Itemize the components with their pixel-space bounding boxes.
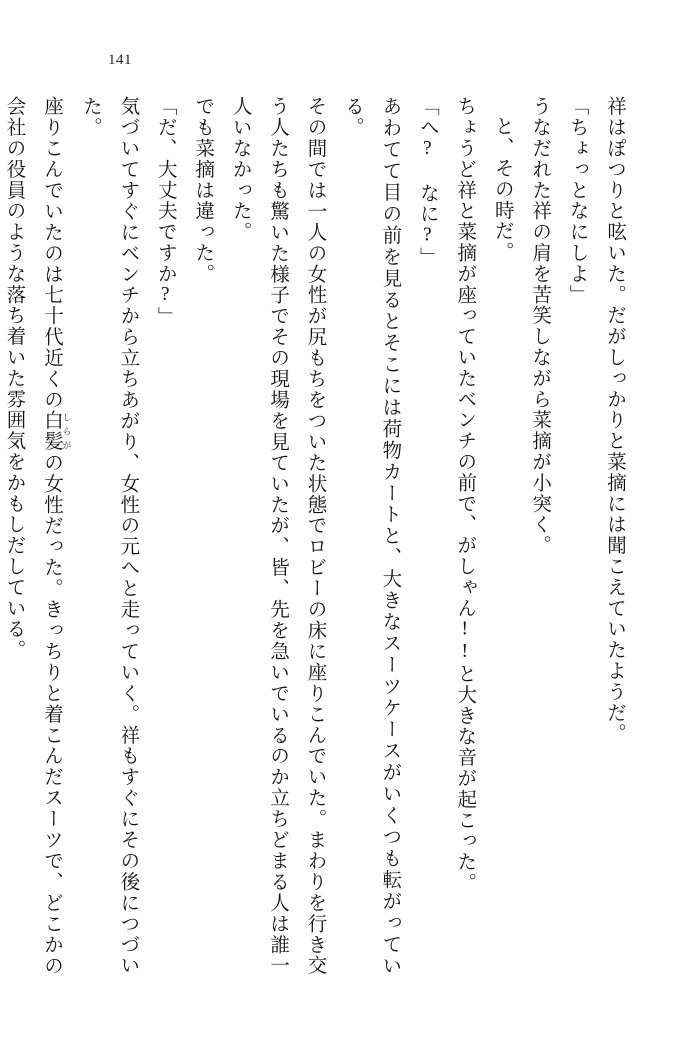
paragraph: でも菜摘は違った。: [192, 96, 214, 285]
paragraph: 祥はぽつりと呟いた。だがしっかりと菜摘には聞こえていたようだ。: [604, 96, 625, 744]
paragraph: その間では一人の女性が尻もちをついた状態でロビーの床に座りこんでいた。まわりを行き交う人たちも驚いた様子でその現場を見ていたが、皆、先を急いでいるのか立ちどまる人は誰一人いなかった。: [229, 96, 326, 976]
paragraph: ちょうど祥と菜摘が座っていたベンチの前で、がしゃん!!と大きな音が起こった。: [454, 96, 476, 894]
paragraph-with-ruby: 座りこんでいたのは七十代近くの白髪 しらがの女性だった。きっちりと着こんだスーツで、どこかの会社の役員のような落ち着いた雰囲気をかもしだしている。: [3, 96, 72, 977]
paragraph: 気づいてすぐにベンチから立ちあがり、女性の元へと走っていく。祥もすぐにその後につづいた。: [79, 96, 139, 976]
paragraph: 「だ、大丈夫ですか?」: [154, 96, 176, 328]
page-number: 141: [108, 52, 132, 68]
paragraph: うなだれた祥の肩を苦笑しながら菜摘が小突く。: [529, 96, 551, 556]
paragraph: 「へ? なに?」: [416, 96, 438, 268]
paragraph: あわてて目の前を見るとそこには荷物カートと、大きなスーツケースがいくつも転がっている。: [341, 96, 401, 976]
paragraph: 「ちょっとなにしよ」: [566, 96, 588, 305]
paragraph: と、その時だ。: [491, 115, 513, 262]
page-body-text: [3, 96, 633, 977]
